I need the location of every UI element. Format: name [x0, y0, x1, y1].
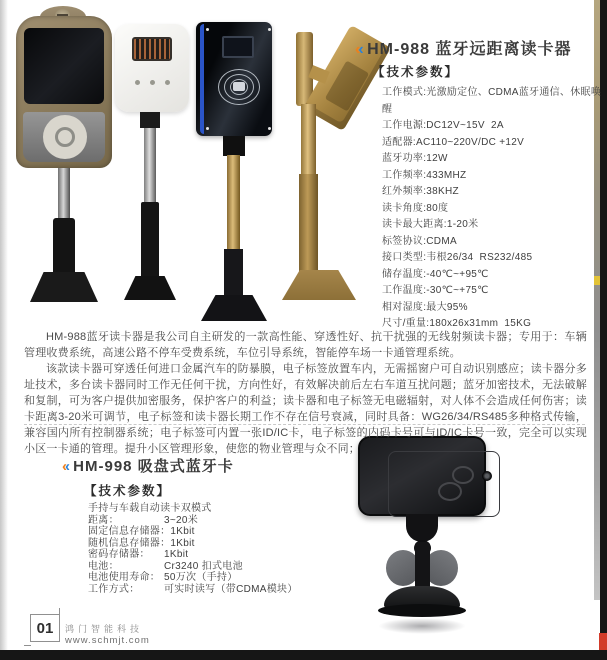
reader-pole	[144, 128, 156, 204]
suction-cup-foot	[378, 604, 466, 617]
spec-label: 接口类型:	[382, 252, 427, 263]
spec-row	[382, 168, 604, 185]
product-photo-suction-bluetooth-card	[338, 430, 508, 638]
spec-row	[382, 217, 604, 234]
device-lens	[482, 471, 492, 481]
spec-label: 工作模式:	[382, 87, 427, 98]
spec-row	[382, 300, 604, 317]
spec-row	[88, 572, 338, 584]
reflection	[378, 618, 466, 634]
chevron-right-icon: ‹	[65, 458, 67, 475]
screw-icon	[206, 28, 209, 31]
description-paragraph-2: 该款读卡器可穿透任何进口金属汽车的防暴膜，电子标签放置车内，无需摇窗户可自动识别感应；读卡器分多址技术，多台读卡器同时工作无任何干扰，方向性好，有效解决前后左右车道互扰问题；蓝牙加密技术，无法破解和复制，可为客户提供加密服务，保护客户的利益；读卡器和电子标签无电磁辐射，对人体不会造成任何伤害；读卡距离3-20米可调节，电子标签和读卡器长期工作不存在信号衰减，同时具备：WG26/34/RS485多种格式传输，兼容国内所有控制器系统；电子标签可内置一张ID/IC卡，电子标签的内码卡号可与ID/IC卡号一致，完全可以实现小区一卡通的管理。提升小区管理形象，使您的物业管理与众不同；	[24, 363, 587, 455]
spec-row	[88, 503, 338, 515]
device-button	[438, 482, 462, 501]
spec-label: 工作电源:	[382, 120, 427, 131]
chevron-right-icon: ‹	[358, 41, 361, 58]
spec-value: 50万次（手持）	[164, 572, 238, 583]
spec-row	[88, 538, 338, 550]
device-button	[452, 466, 474, 484]
section1-spec-list	[382, 85, 604, 333]
spec-label: 相对湿度:	[382, 301, 427, 313]
reader-head	[115, 24, 189, 112]
footer-logo	[30, 614, 150, 646]
page-corner-accent	[599, 633, 607, 650]
spec-row	[88, 561, 338, 573]
spec-value: -30℃~+75℃	[426, 285, 489, 296]
spec-label: 适配器:	[382, 136, 416, 148]
spec-row	[382, 184, 604, 201]
section2-params-heading: 【技术参数】	[84, 484, 172, 498]
product-photo-black-panel-reader	[192, 22, 280, 310]
spec-row	[382, 234, 604, 251]
spec-value: 3~20米	[164, 514, 199, 526]
screw-icon	[268, 28, 271, 31]
reader-neck	[223, 136, 245, 156]
spec-label: 工作频率:	[382, 169, 427, 181]
reader-screen	[222, 36, 254, 58]
spec-value: 80度	[426, 202, 449, 214]
spec-label: 红外频率:	[382, 186, 427, 197]
section2-title	[62, 455, 234, 476]
spec-value: 光激励定位、CDMA蓝牙通信、休眠唤醒	[382, 87, 602, 115]
spec-value: CDMA	[426, 235, 457, 247]
spec-label: 标签协议:	[382, 235, 427, 247]
spec-value: Cr3240 扣式电池	[164, 560, 243, 572]
spec-row	[88, 526, 338, 538]
company-name: 鸿门智能科技	[65, 624, 144, 634]
spec-label: 随机信息存储器：	[88, 537, 171, 549]
spec-value: 1Kbit	[170, 537, 195, 549]
spec-row	[382, 135, 604, 152]
led-display	[132, 37, 172, 61]
page-bottom-border	[0, 650, 607, 660]
spec-row	[382, 118, 604, 135]
spec-label: 读卡最大距离:	[382, 219, 447, 230]
spec-value: 韦根26/34 RS232/485	[426, 252, 533, 263]
reader-screen	[24, 28, 104, 104]
spec-row	[88, 549, 338, 561]
spec-label: 工作方式：	[88, 583, 140, 595]
spec-row	[382, 151, 604, 168]
spec-label: 尺寸/重量:	[382, 318, 430, 329]
dashed-divider	[24, 424, 585, 425]
spec-row	[382, 283, 604, 300]
spec-value: 1-20米	[446, 219, 479, 230]
chevron-left-icon: ‹	[62, 458, 64, 475]
spec-label: 固定信息存储器：	[88, 526, 171, 537]
spec-value: 180x26x31mm 15KG	[429, 318, 532, 329]
page-left-edge	[0, 0, 8, 660]
spec-label: 储存温度:	[382, 268, 427, 280]
panel-blue-edge	[200, 24, 204, 134]
page-number-box: 01	[30, 614, 60, 642]
spec-value: -40℃~+95℃	[426, 268, 489, 280]
product-photo-white-reader	[112, 24, 192, 302]
spec-value: 1Kbit	[164, 549, 189, 560]
spec-row	[88, 584, 338, 596]
website-url: www.schmjt.com	[65, 635, 150, 646]
spec-value: AC110~220V/DC +12V	[415, 136, 525, 148]
section1-params-heading: 【技术参数】	[372, 65, 460, 79]
section2-title-text: HM-998 吸盘式蓝牙卡	[73, 458, 234, 475]
reader-base	[282, 270, 356, 300]
indicator-dot	[150, 80, 155, 85]
spec-value: 12W	[426, 153, 448, 164]
reader-head	[16, 16, 112, 168]
spec-value: 38KHZ	[426, 186, 459, 197]
chevron-left-icon: ‹	[355, 41, 358, 58]
spec-row	[382, 201, 604, 218]
spec-row	[382, 250, 604, 267]
reader-base	[30, 272, 98, 302]
reader-base	[201, 295, 267, 321]
screw-icon	[206, 127, 209, 130]
reader-pole-lower	[53, 218, 75, 276]
description-paragraph-1: HM-988蓝牙读卡器是我公司自主研发的一款高性能、穿透性好、抗干扰强的无线射频读卡器；专用于：车辆管理收费系统，高速公路不停车受费系统，车位引导系统，智能停车场一卡通管理系统。	[24, 331, 587, 359]
spec-label: 工作温度:	[382, 285, 427, 296]
reader-pole	[58, 168, 70, 220]
screw-icon	[268, 127, 271, 130]
section1-title-text: HM-988 蓝牙远距离读卡器	[367, 41, 572, 58]
spec-label: 密码存储器：	[88, 549, 150, 560]
reader-panel	[196, 22, 272, 136]
section2-spec-list	[88, 503, 338, 595]
reader-pole-lower	[299, 174, 318, 272]
reader-base	[124, 276, 176, 300]
spec-value: 可实时读写（带CDMA模块）	[164, 583, 298, 595]
section1-title	[355, 36, 571, 59]
spec-row	[88, 515, 338, 527]
card-symbol	[233, 82, 245, 91]
spec-row	[382, 85, 604, 118]
reader-lower-panel	[23, 112, 105, 162]
spec-label: 距离：	[88, 514, 119, 526]
spec-value: 最大95%	[426, 301, 468, 313]
reader-pole-gold	[227, 155, 240, 251]
spec-row	[382, 267, 604, 284]
spec-label: 电池：	[88, 560, 119, 572]
reader-pole-lower	[224, 249, 243, 297]
mount-tab	[406, 514, 438, 542]
product-photo-bronze-reader	[14, 8, 116, 304]
footer-text	[65, 614, 150, 646]
spec-value: DC12V~15V 2A	[426, 120, 504, 131]
reader-pole-lower	[141, 202, 159, 278]
spec-value: 433MHZ	[426, 169, 467, 181]
spec-label: 手持与车载自动读卡双模式	[88, 503, 212, 514]
product-description	[24, 329, 587, 457]
reader-ring	[43, 115, 87, 159]
reader-pole-gold	[301, 104, 316, 176]
spec-label: 电池使用寿命：	[88, 572, 161, 583]
indicator-dot	[165, 80, 170, 85]
indicator-dot	[135, 80, 140, 85]
spec-label: 蓝牙功率:	[382, 153, 427, 164]
spec-label: 读卡角度:	[382, 202, 427, 214]
reader-neck	[140, 112, 160, 128]
reader-ring-inner	[55, 127, 75, 147]
spec-value: 1Kbit	[170, 526, 195, 537]
